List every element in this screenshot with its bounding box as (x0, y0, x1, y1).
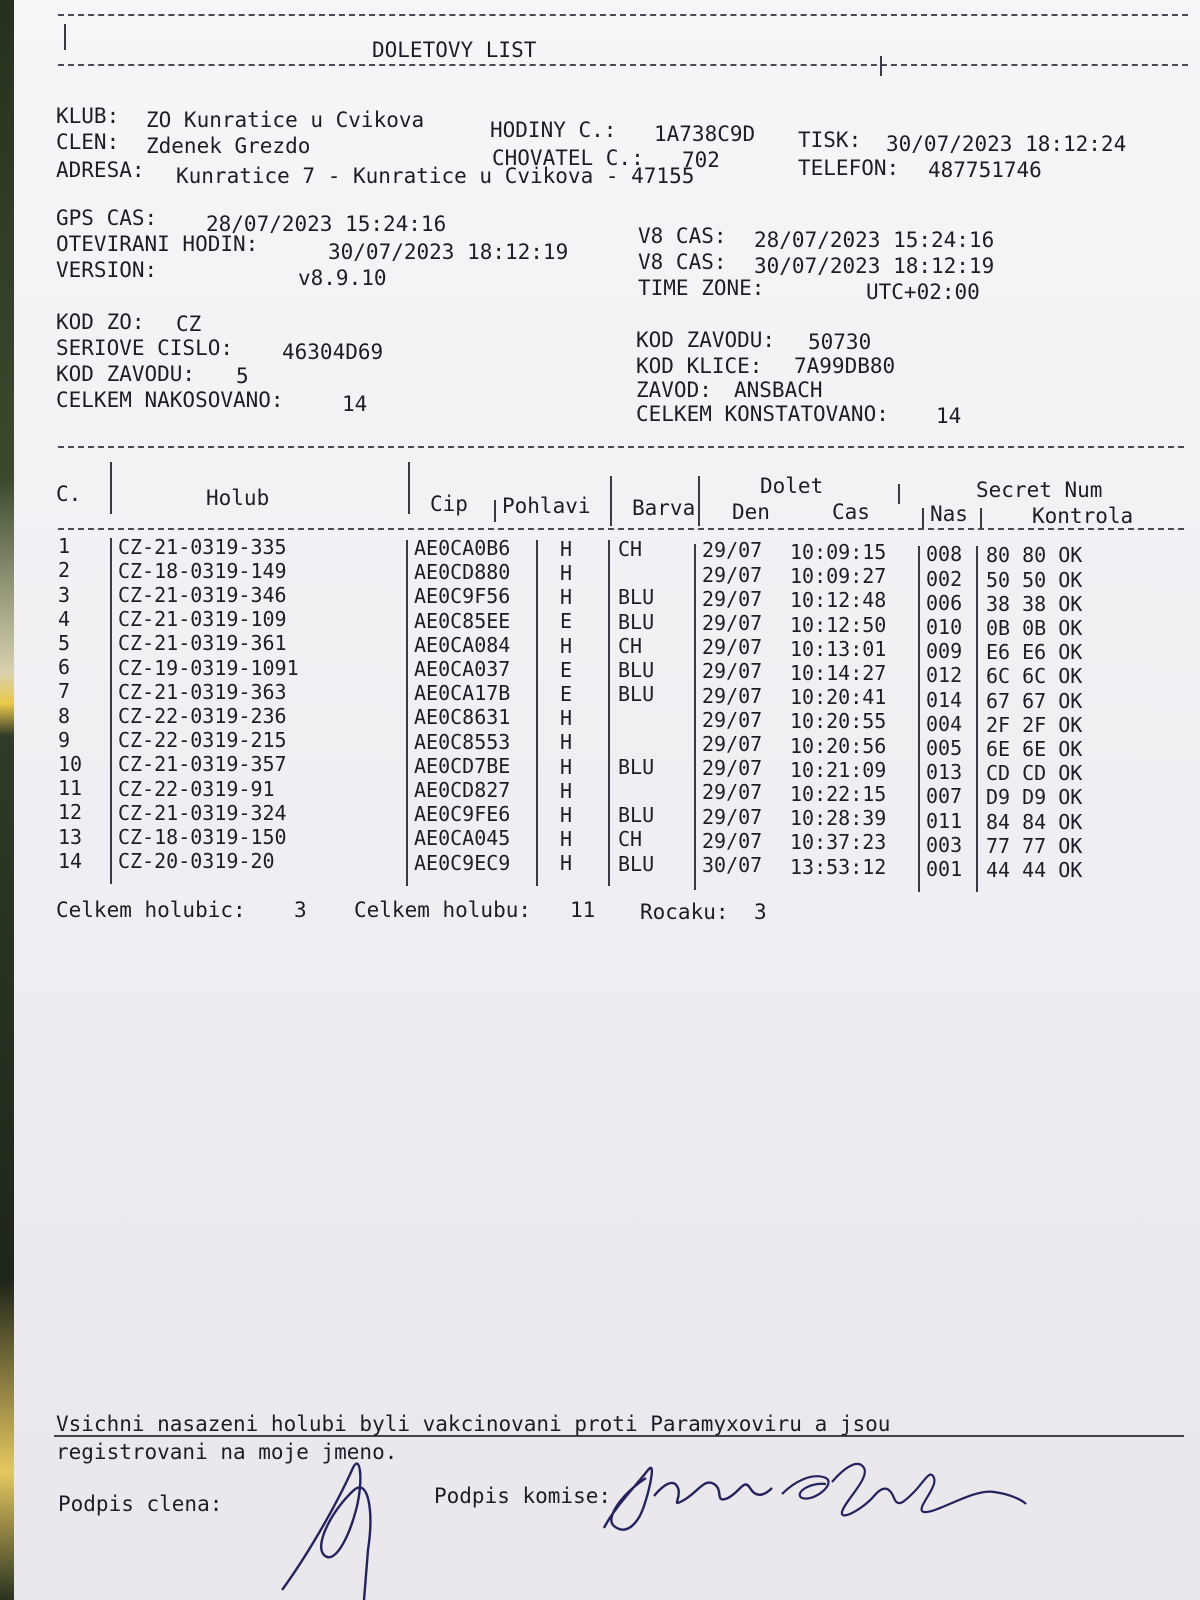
row-number: 4 (58, 606, 71, 631)
row-number: 6 (58, 655, 71, 680)
row-nas: 006 (926, 590, 963, 615)
tisk-label: TISK: (798, 128, 862, 152)
row-den: 29/07 (702, 611, 763, 636)
header-cas: Cas (832, 500, 870, 524)
row-number: 11 (58, 776, 83, 801)
header-barva: Barva (632, 496, 696, 520)
row-holub: CZ-21-0319-346 (118, 582, 287, 607)
row-number: 10 (58, 752, 83, 777)
row-holub: CZ-20-0319-20 (118, 849, 275, 874)
v8-cas-value-2: 30/07/2023 18:12:19 (754, 254, 995, 278)
row-cip: AE0CA037 (414, 657, 511, 681)
header-cip: Cip (430, 492, 468, 516)
row-holub: CZ-18-0319-149 (118, 558, 287, 583)
version-label: VERSION: (56, 258, 158, 282)
header-holub: Holub (206, 486, 270, 510)
row-cas: 10:22:15 (790, 781, 887, 806)
tisk-value: 30/07/2023 18:12:24 (886, 132, 1127, 156)
telefon-value: 487751746 (928, 158, 1042, 182)
body-sep-cip (536, 540, 538, 886)
row-pohlavi: H (560, 706, 573, 731)
row-kontrola: 6E 6E OK (986, 736, 1083, 761)
header-left-bar (64, 24, 66, 50)
row-pohlavi: H (560, 754, 573, 779)
header-nas: Nas (930, 502, 968, 526)
row-cas: 10:37:23 (790, 830, 887, 855)
row-den: 29/07 (702, 683, 763, 708)
row-number: 7 (58, 679, 71, 704)
row-holub: CZ-22-0319-215 (118, 728, 287, 753)
row-number: 5 (58, 631, 71, 656)
row-den: 29/07 (702, 538, 763, 563)
row-nas: 005 (926, 735, 963, 760)
row-pohlavi: H (560, 827, 573, 852)
row-kontrola: E6 E6 OK (986, 640, 1083, 665)
row-holub: CZ-22-0319-236 (118, 703, 287, 728)
row-pohlavi: E (560, 681, 573, 706)
body-sep-nas (976, 546, 978, 892)
header-sep-c (110, 462, 112, 514)
header-sep-barva (698, 476, 700, 526)
kod-zavodu-value: 5 (236, 364, 249, 388)
row-kontrola: 50 50 OK (986, 567, 1083, 592)
row-pohlavi: H (560, 851, 573, 876)
header-pohlavi: Pohlavi (502, 494, 591, 518)
row-barva: BLU (618, 851, 655, 876)
row-kontrola: 84 84 OK (986, 809, 1083, 834)
adresa-label: ADRESA: (56, 158, 145, 182)
vaccination-statement-line2: registrovani na moje jmeno. (56, 1440, 398, 1464)
row-kontrola: 67 67 OK (986, 688, 1083, 713)
kod-zavodu2-label: KOD ZAVODU: (636, 328, 776, 352)
rocaku-value: 3 (754, 900, 767, 924)
row-holub: CZ-19-0319-1091 (118, 655, 299, 680)
total-holubic-value: 3 (294, 898, 307, 922)
body-sep-dolet (918, 546, 920, 892)
header-c: C. (56, 482, 82, 506)
row-barva: CH (618, 537, 643, 562)
klub-value: ZO Kunratice u Cvikova (146, 108, 425, 132)
row-pohlavi: H (560, 730, 573, 755)
row-pohlavi: H (560, 802, 573, 827)
row-kontrola: 38 38 OK (986, 591, 1083, 616)
oteviran-label: OTEVIRANI HODIN: (56, 232, 259, 256)
row-cip: AE0CD880 (414, 560, 511, 585)
table-top-border (58, 446, 1184, 448)
row-cas: 10:12:48 (790, 588, 887, 613)
row-den: 29/07 (702, 804, 763, 829)
row-cip: AE0C9FE6 (414, 802, 511, 827)
row-kontrola: 77 77 OK (986, 833, 1083, 858)
row-den: 29/07 (702, 635, 763, 660)
gps-cas-value: 28/07/2023 15:24:16 (206, 212, 447, 236)
row-number: 3 (58, 582, 71, 607)
header-sep-dolet (898, 484, 900, 504)
row-cip: AE0C9F56 (414, 584, 511, 609)
commission-signature-label: Podpis komise: (434, 1484, 612, 1508)
time-zone-label: TIME ZONE: (638, 276, 765, 300)
zavod-value: ANSBACH (734, 378, 823, 402)
kod-zo-value: CZ (176, 312, 202, 336)
row-nas: 002 (926, 566, 963, 591)
adresa-value: Kunratice 7 - Kunratice u Cvikova - 47155 (176, 164, 695, 188)
body-sep-barva (694, 544, 696, 890)
header-kontrola: Kontrola (1032, 504, 1134, 528)
kod-zavodu-label: KOD ZAVODU: (56, 362, 196, 386)
row-nas: 012 (926, 663, 963, 688)
row-pohlavi: H (560, 778, 573, 803)
member-signature (264, 1450, 404, 1600)
v8-cas-label-1: V8 CAS: (638, 224, 727, 248)
header-secret-num: Secret Num (976, 478, 1103, 502)
row-cip: AE0CA045 (414, 826, 511, 851)
total-holubu-label: Celkem holubu: (354, 898, 532, 922)
row-barva: BLU (618, 754, 655, 779)
oteviran-value: 30/07/2023 18:12:19 (328, 240, 569, 264)
row-kontrola: CD CD OK (986, 761, 1083, 786)
row-cip: AE0CA0B6 (414, 536, 511, 560)
row-kontrola: 6C 6C OK (986, 664, 1083, 689)
header-sep-nas-left (922, 508, 924, 528)
row-nas: 009 (926, 639, 963, 664)
row-nas: 004 (926, 711, 963, 736)
row-cas: 13:53:12 (790, 854, 887, 879)
row-holub: CZ-22-0319-91 (118, 776, 275, 801)
vaccination-statement-line1: Vsichni nasazeni holubi byli vakcinovani proti Paramyxoviru a jsou (56, 1412, 891, 1436)
header-den: Den (732, 500, 770, 524)
row-cas: 10:28:39 (790, 806, 887, 831)
body-sep-c (110, 538, 112, 884)
member-signature-label: Podpis clena: (58, 1492, 223, 1516)
row-den: 29/07 (702, 732, 763, 757)
row-den: 30/07 (702, 853, 763, 878)
header-right-bar (880, 56, 882, 76)
row-kontrola: 0B 0B OK (986, 615, 1083, 640)
row-barva: CH (618, 827, 643, 852)
kod-klice-label: KOD KLICE: (636, 354, 763, 378)
row-number: 8 (58, 703, 71, 728)
gps-cas-label: GPS CAS: (56, 206, 158, 230)
chovatel-value: 702 (682, 148, 720, 172)
clen-value: Zdenek Grezdo (146, 134, 311, 158)
row-barva: CH (618, 633, 643, 658)
header-sep-holub (408, 462, 410, 514)
total-holubic-label: Celkem holubic: (56, 898, 246, 922)
hodiny-label: HODINY C.: (490, 118, 617, 142)
document-title: DOLETOVY LIST (372, 38, 537, 62)
row-holub: CZ-21-0319-363 (118, 679, 287, 704)
row-cas: 10:13:01 (790, 636, 887, 661)
row-cip: AE0CA17B (414, 681, 511, 706)
row-barva: BLU (618, 658, 655, 683)
row-nas: 001 (926, 856, 963, 881)
row-holub: CZ-21-0319-335 (118, 534, 287, 559)
hodiny-value: 1A738C9D (654, 122, 756, 146)
row-number: 14 (58, 848, 83, 873)
seriove-cislo-value: 46304D69 (282, 340, 384, 364)
kod-zavodu2-value: 50730 (808, 330, 872, 354)
chovatel-label: CHOVATEL C.: (492, 146, 644, 170)
v8-cas-label-2: V8 CAS: (638, 250, 727, 274)
row-barva: BLU (618, 682, 655, 707)
row-pohlavi: E (560, 609, 573, 634)
commission-signature (574, 1448, 1034, 1558)
row-den: 29/07 (702, 659, 763, 684)
row-nas: 010 (926, 614, 963, 639)
row-pohlavi: H (560, 633, 573, 658)
row-cas: 10:12:50 (790, 612, 887, 637)
row-cas: 10:14:27 (790, 660, 887, 685)
row-cas: 10:20:56 (790, 733, 887, 758)
row-holub: CZ-21-0319-324 (118, 800, 287, 825)
row-cip: AE0C8553 (414, 729, 511, 754)
konstatovano-value: 14 (936, 404, 962, 428)
rocaku-label: Rocaku: (640, 900, 729, 924)
header-dolet: Dolet (760, 474, 824, 498)
row-holub: CZ-18-0319-150 (118, 824, 287, 849)
body-sep-pohlavi (608, 540, 610, 886)
zavod-label: ZAVOD: (636, 378, 712, 402)
row-cip: AE0C9EC9 (414, 850, 511, 875)
row-holub: CZ-21-0319-361 (118, 631, 287, 656)
clen-label: CLEN: (56, 130, 120, 154)
row-pohlavi: E (560, 657, 573, 682)
row-den: 29/07 (702, 756, 763, 781)
row-number: 1 (58, 534, 71, 559)
row-cas: 10:20:41 (790, 685, 887, 710)
row-den: 29/07 (702, 828, 763, 853)
row-cas: 10:20:55 (790, 709, 887, 734)
v8-cas-value-1: 28/07/2023 15:24:16 (754, 228, 995, 252)
row-nas: 003 (926, 832, 963, 857)
row-barva: BLU (618, 585, 655, 610)
row-pohlavi: H (560, 585, 573, 610)
row-nas: 013 (926, 760, 963, 785)
header-sep-cip (494, 500, 496, 522)
row-cas: 10:09:27 (790, 564, 887, 589)
row-barva: BLU (618, 803, 655, 828)
header-sep-pohlavi (610, 476, 612, 526)
header-bottom-border (58, 64, 1188, 66)
version-value: v8.9.10 (298, 266, 387, 290)
row-den: 29/07 (702, 586, 763, 611)
row-den: 29/07 (702, 562, 763, 587)
row-kontrola: 2F 2F OK (986, 712, 1083, 737)
row-den: 29/07 (702, 780, 763, 805)
row-nas: 014 (926, 687, 963, 712)
kod-klice-value: 7A99DB80 (794, 354, 896, 378)
row-barva: BLU (618, 609, 655, 634)
kod-zo-label: KOD ZO: (56, 310, 145, 334)
row-number: 12 (58, 800, 83, 825)
row-number: 9 (58, 727, 71, 752)
nakosovano-value: 14 (342, 392, 368, 416)
row-number: 13 (58, 824, 83, 849)
row-cip: AE0CA084 (414, 632, 511, 657)
header-sep-nas-right (980, 508, 982, 528)
printed-sheet (14, 0, 1200, 1600)
row-cip: AE0CD827 (414, 778, 511, 802)
time-zone-value: UTC+02:00 (866, 280, 980, 304)
row-cas: 10:21:09 (790, 757, 887, 782)
row-cip: AE0CD7BE (414, 753, 511, 778)
row-holub: CZ-21-0319-357 (118, 752, 287, 777)
row-holub: CZ-21-0319-109 (118, 607, 287, 632)
row-pohlavi: H (560, 536, 573, 561)
nakosovano-label: CELKEM NAKOSOVANO: (56, 388, 284, 412)
row-kontrola: 44 44 OK (986, 857, 1083, 882)
klub-label: KLUB: (56, 104, 120, 128)
table-header-bottom-border (58, 528, 1184, 530)
row-cip: AE0C85EE (414, 608, 511, 633)
row-kontrola: 80 80 OK (986, 543, 1083, 568)
telefon-label: TELEFON: (798, 156, 900, 180)
row-kontrola: D9 D9 OK (986, 785, 1083, 810)
seriove-cislo-label: SERIOVE CISLO: (56, 336, 234, 360)
row-nas: 007 (926, 784, 963, 809)
row-den: 29/07 (702, 707, 763, 732)
row-pohlavi: H (560, 560, 573, 585)
row-nas: 008 (926, 542, 963, 567)
row-number: 2 (58, 558, 71, 583)
row-nas: 011 (926, 808, 963, 833)
row-cip: AE0C8631 (414, 705, 511, 730)
konstatovano-label: CELKEM KONSTATOVANO: (636, 402, 889, 426)
body-sep-holub (406, 540, 408, 886)
total-holubu-value: 11 (570, 898, 596, 922)
row-cas: 10:09:15 (790, 539, 887, 564)
